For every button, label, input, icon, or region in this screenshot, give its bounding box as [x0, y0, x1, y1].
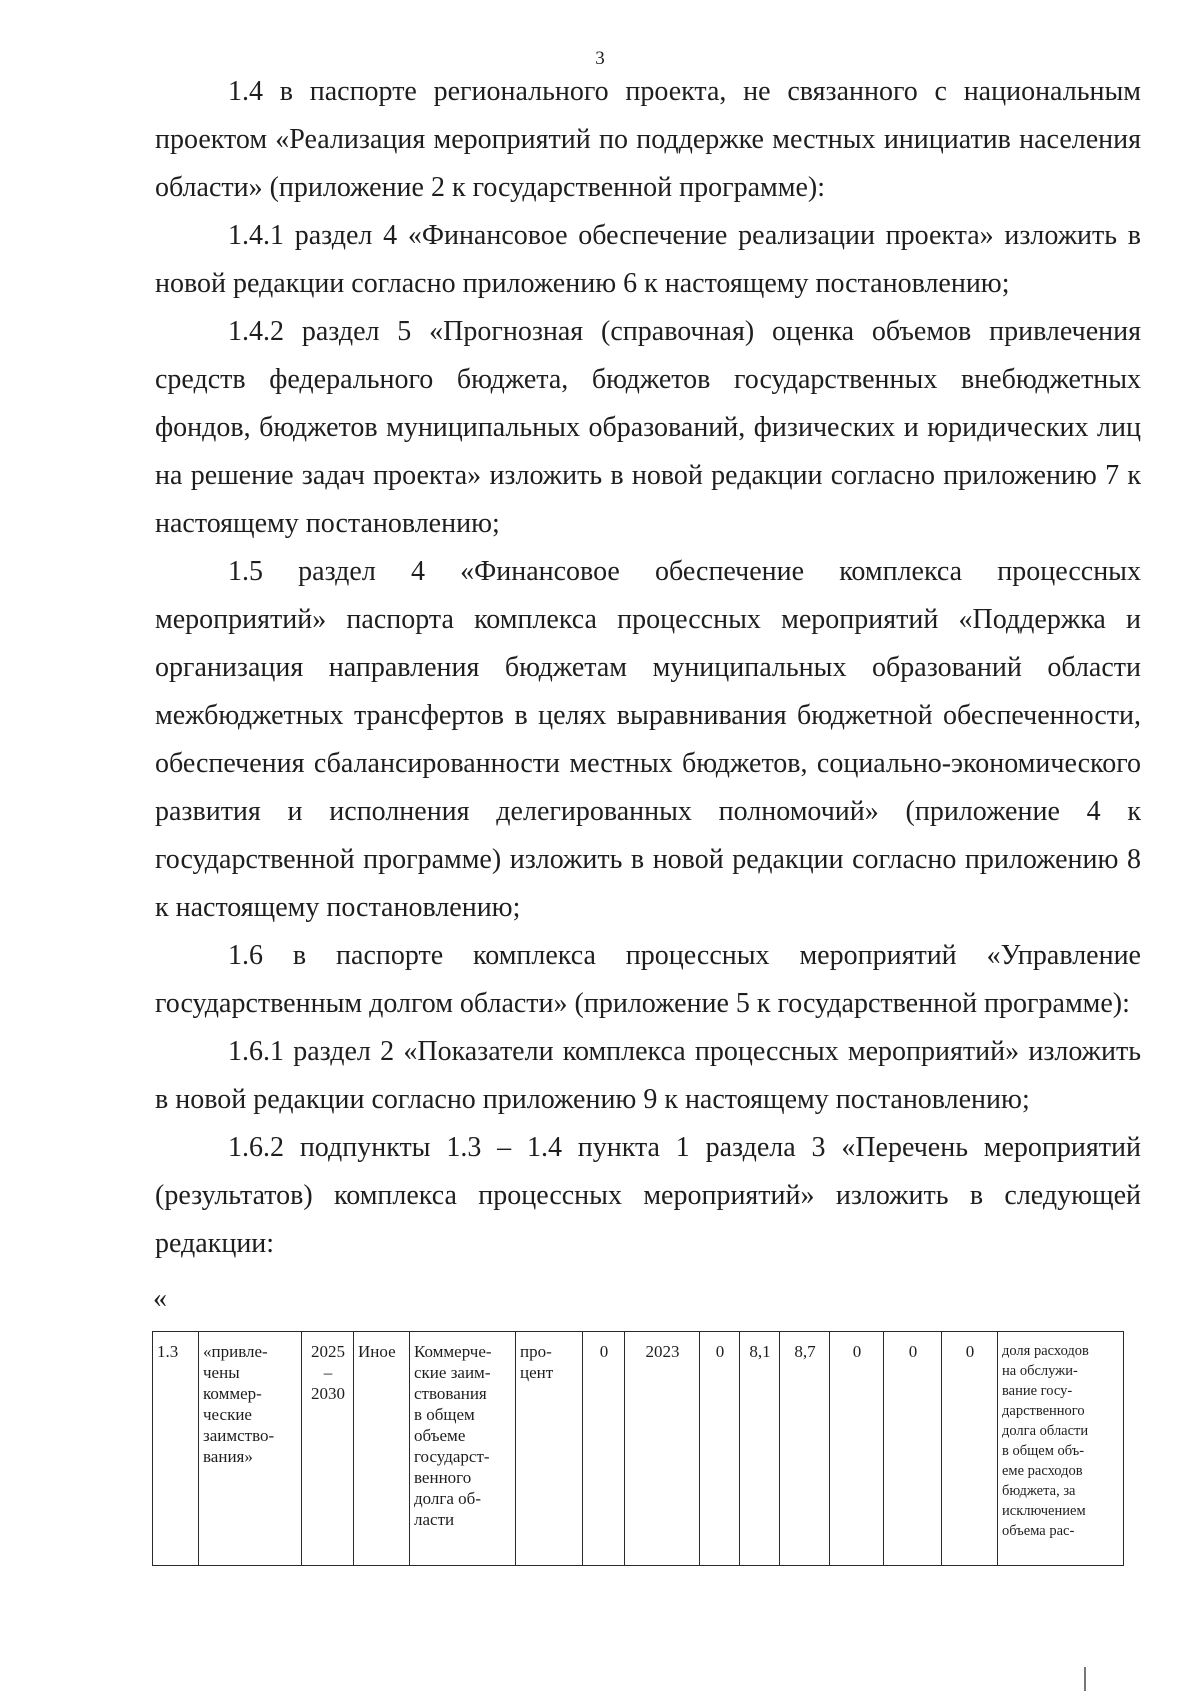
- cell-base-year: 2023: [625, 1332, 700, 1566]
- cell-description: [410, 1332, 516, 1566]
- paragraph-1-6: 1.6 в паспорте комплекса процессных мероприятий «Управление государственным долгом области» (приложение 5 к государственной программе):: [155, 940, 1141, 1019]
- paragraph-1-6-2: 1.6.2 подпункты 1.3 – 1.4 пункта 1 раздела 3 «Перечень мероприятий (результатов) комплекса процессных мероприятий» изложить в следующей редакции:: [155, 1132, 1141, 1259]
- cell-value-6: 0: [942, 1332, 998, 1566]
- measures-table: [152, 1331, 1124, 1566]
- cell-number: 1.3: [153, 1332, 199, 1566]
- cell-value-3: 8,7: [780, 1332, 830, 1566]
- cell-period: [302, 1332, 354, 1566]
- cell-line: государст-: [414, 1447, 490, 1466]
- paragraph-1-4: 1.4 в паспорте регионального проекта, не связанного с национальным проектом «Реализация мероприятий по поддержке местных инициатив населения области» (приложение 2 к государственной программе):: [155, 76, 1141, 203]
- paragraph-1-5: 1.5 раздел 4 «Финансовое обеспечение комплекса процессных мероприятий» паспорта комплекса процессных мероприятий «Поддержка и организация направления бюджетам муниципальных образований области межбюджетных трансфертов в целях выравнивания бюджетной обеспеченности, обеспечения сбалансированности местных бюджетов, социально-экономического развития и исполнения делегированных полномочий» (приложение 4 к государственной программе) изложить в новой редакции согласно приложению 8 к настоящему постановлению;: [155, 556, 1141, 923]
- cell-line: объема рас-: [1002, 1523, 1075, 1539]
- paragraph-1-6-1: 1.6.1 раздел 2 «Показатели комплекса процессных мероприятий» изложить в новой редакции согласно приложению 9 к настоящему постановлению;: [155, 1036, 1141, 1115]
- cell-line: ствования: [414, 1384, 487, 1403]
- cell-line: вание госу-: [1002, 1383, 1073, 1399]
- cell-line: еме расходов: [1002, 1463, 1083, 1479]
- cell-line: 2025: [311, 1342, 345, 1361]
- cell-line: объеме: [414, 1426, 466, 1445]
- cell-line: бюджета, за: [1002, 1483, 1076, 1499]
- cell-value-4: 0: [830, 1332, 884, 1566]
- page-number: 3: [595, 48, 605, 69]
- table-row: [153, 1332, 1124, 1566]
- cell-type: Иное: [354, 1332, 410, 1566]
- cell-line: ласти: [414, 1510, 455, 1529]
- cell-line: ческие: [203, 1405, 252, 1424]
- paragraph-1-4-2: 1.4.2 раздел 5 «Прогнозная (справочная) оценка объемов привлечения средств федерального бюджета, бюджетов государственных внебюджетных фондов, бюджетов муниципальных образований, физических и юридических лиц на решение задач проекта» изложить в новой редакции согласно приложению 7 к настоящему постановлению;: [155, 316, 1141, 539]
- cell-line: Коммерче-: [414, 1342, 492, 1361]
- cell-line: долга области: [1002, 1423, 1089, 1439]
- cell-line: доля расходов: [1002, 1343, 1089, 1359]
- cell-line: –: [323, 1363, 333, 1382]
- paragraph-1-4-1: 1.4.1 раздел 4 «Финансовое обеспечение реализации проекта» изложить в новой редакции согласно приложению 6 к настоящему постановлению;: [155, 220, 1141, 299]
- cell-line: коммер-: [203, 1384, 262, 1403]
- cell-value-2: 8,1: [740, 1332, 780, 1566]
- document-body: [155, 68, 1141, 1268]
- cell-line: ские заим-: [414, 1363, 491, 1382]
- cell-line: венного: [414, 1468, 472, 1487]
- cell-line: заимство-: [203, 1426, 275, 1445]
- cell-line: чены: [203, 1363, 240, 1382]
- cell-line: «привле-: [203, 1342, 268, 1361]
- cell-line: на обслужи-: [1002, 1363, 1078, 1379]
- cell-line: долга об-: [414, 1489, 481, 1508]
- cell-value-5: 0: [884, 1332, 942, 1566]
- cell-line: про-: [520, 1342, 552, 1361]
- cell-line: дарственного: [1002, 1403, 1085, 1419]
- cell-link: [998, 1332, 1124, 1566]
- cell-base-value: 0: [583, 1332, 625, 1566]
- opening-quote: «: [153, 1283, 167, 1314]
- cell-unit: [516, 1332, 583, 1566]
- cell-value-1: 0: [700, 1332, 740, 1566]
- cell-line: исключением: [1002, 1503, 1086, 1519]
- cell-line: вания»: [203, 1447, 253, 1466]
- cell-line: 2030: [311, 1384, 345, 1403]
- scan-artifact-mark: [1084, 1667, 1086, 1691]
- cell-line: цент: [520, 1363, 554, 1382]
- cell-line: в общем: [414, 1405, 475, 1424]
- cell-line: в общем объ-: [1002, 1443, 1085, 1459]
- cell-name: [199, 1332, 302, 1566]
